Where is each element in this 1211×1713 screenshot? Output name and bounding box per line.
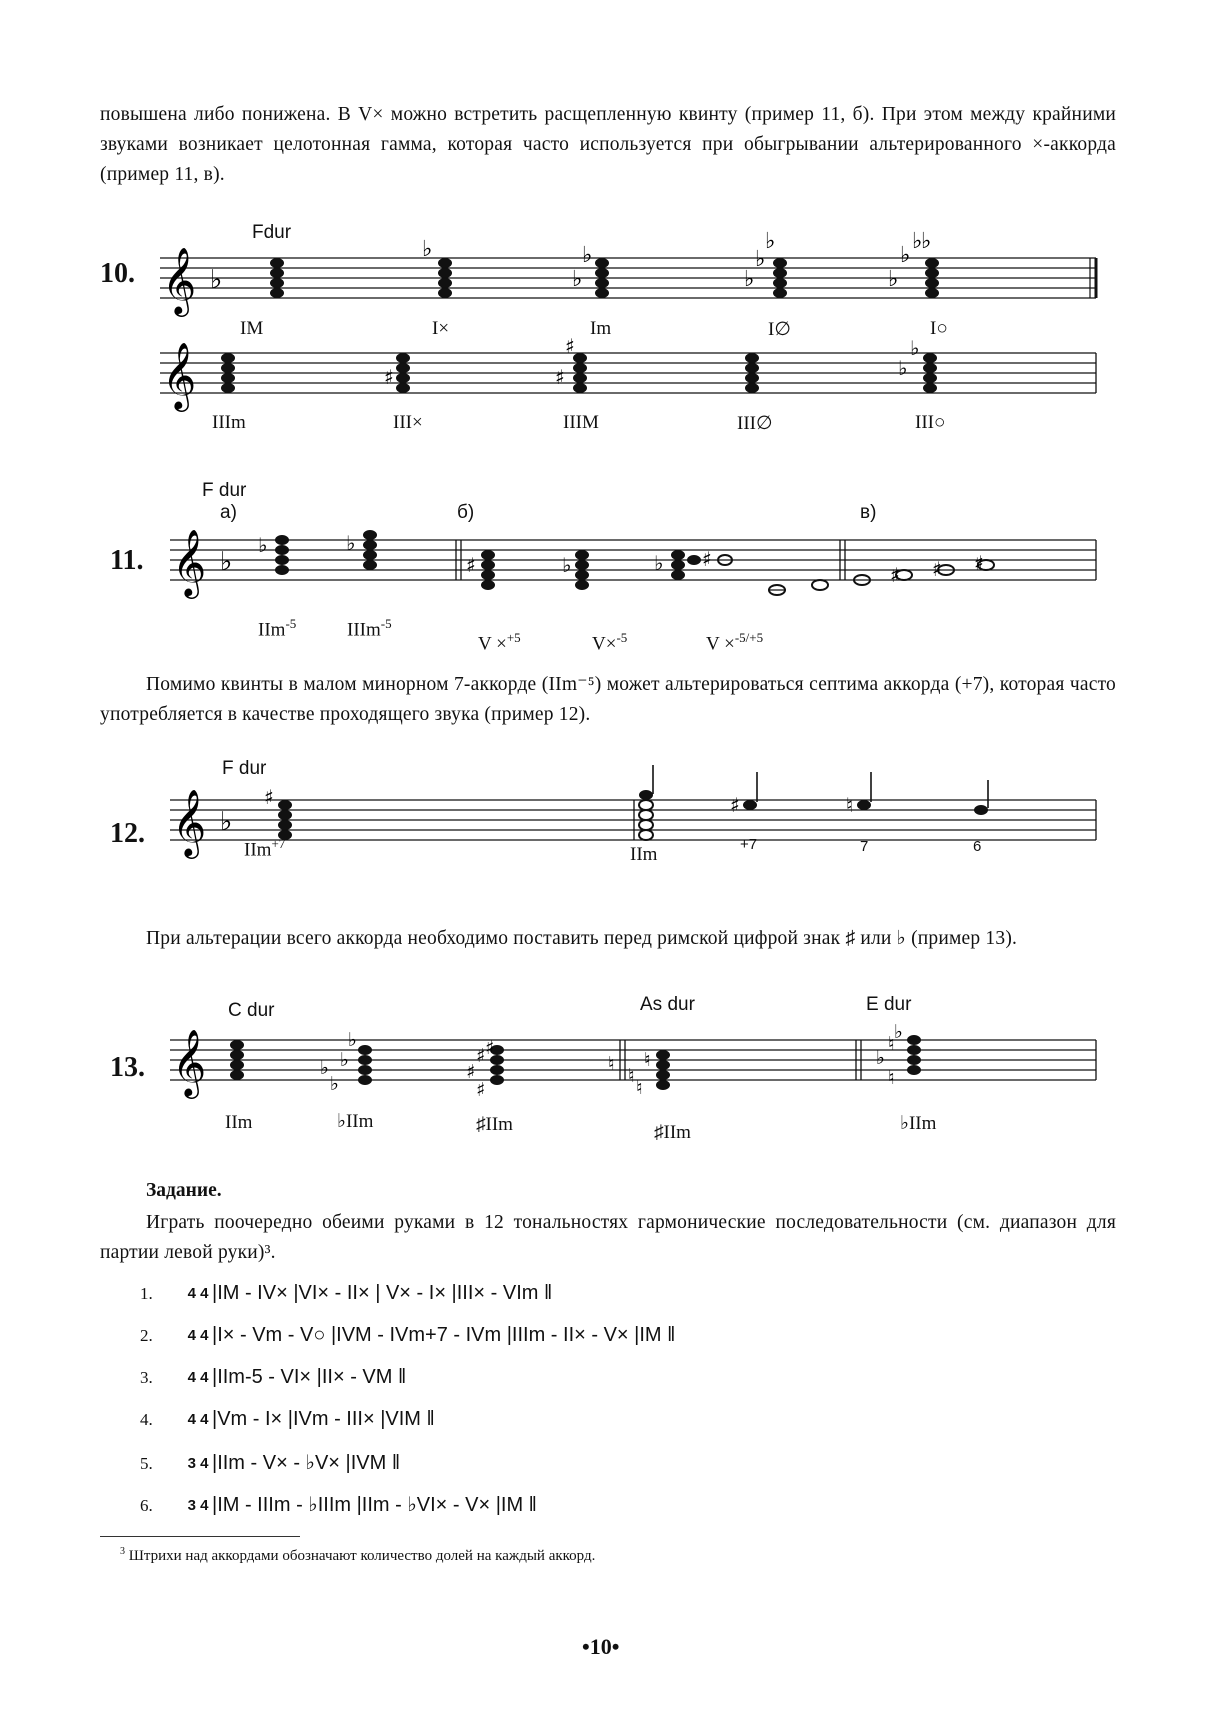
svg-text:♯: ♯ (476, 1045, 486, 1067)
svg-text:♯: ♯ (890, 563, 900, 587)
sequence-text: |I× - Vm - V○ |IVM - IVm+7 - IVm |IIIm - II× - V× |IM ‖ (212, 1324, 676, 1346)
svg-text:♭: ♭ (912, 229, 923, 254)
sequence-5 (140, 1450, 400, 1484)
ex10-label-2: I× (432, 318, 450, 339)
example-11-number: 11. (110, 545, 144, 576)
ex10-label-5: I○ (930, 318, 948, 339)
example-11-key: F dur (202, 480, 247, 501)
ex13-label-2: ♭IIm (337, 1111, 374, 1132)
example-12-number: 12. (110, 818, 145, 849)
svg-text:♭: ♭ (898, 356, 908, 380)
svg-text:♭: ♭ (888, 267, 899, 292)
sequence-text: |IM - IV× |VI× - II× | V× - I× |III× - VIm ‖ (212, 1282, 553, 1304)
sequence-number: 6. (140, 1496, 153, 1515)
sequence-number: 2. (140, 1326, 153, 1345)
svg-text:♯: ♯ (476, 1079, 486, 1101)
footnote-rule (100, 1536, 300, 1537)
ex13-label-1: IIm (225, 1112, 253, 1133)
svg-text:♭: ♭ (258, 533, 268, 557)
ex10-label-8: IIIM (563, 412, 599, 433)
paragraph-intro: повышена либо понижена. В V× можно встретить расщепленную квинту (пример 11, б). При этом между крайними звуками возникает целотонная гамма, которая часто используется при обыгрывании альтерированного ×-аккорда (пример 11, в). (100, 104, 1116, 185)
task-text: Играть поочередно обеими руками в 12 тональностях гармонические последовательности (см. диапазон для партии левой руки)³. (100, 1212, 1116, 1263)
time-signature: 4 4 (187, 1368, 209, 1386)
svg-text:♭: ♭ (572, 267, 583, 292)
sequence-text: |Vm - I× |IVm - III× |VIM ‖ (212, 1408, 435, 1430)
svg-text:♯: ♯ (466, 1061, 476, 1083)
svg-text:♯: ♯ (485, 1037, 495, 1059)
example-10-staff-2 (160, 334, 1110, 413)
ex10-label-6: IIIm (212, 412, 246, 433)
time-signature: 3 4 (187, 1454, 209, 1472)
svg-text:𝄞: 𝄞 (172, 788, 207, 856)
svg-text:𝄞: 𝄞 (162, 246, 197, 314)
sequence-1 (140, 1282, 552, 1316)
sequence-text: |IIm - V× - ♭V× |IVM ‖ (212, 1452, 401, 1474)
example-13-number: 13. (110, 1052, 145, 1083)
svg-text:♭: ♭ (330, 1073, 339, 1095)
svg-text:𝄞: 𝄞 (172, 528, 207, 596)
time-signature: 3 4 (187, 1496, 209, 1514)
svg-text:♭: ♭ (921, 229, 932, 254)
ex12-label-3: +7 (740, 836, 758, 853)
svg-text:♯: ♯ (555, 365, 565, 389)
svg-text:♭: ♭ (765, 229, 776, 254)
example-13-key-2: As dur (640, 994, 695, 1015)
paragraph-seventh: Помимо квинты в малом минорном 7-аккорде (IIm⁻⁵) может альтерироваться септима аккорда (+7), которая часто употребляется в качестве проходящего звука (пример 12). (100, 674, 1116, 725)
svg-text:𝄞: 𝄞 (162, 341, 197, 409)
ex11-label-2: IIIm$^{-5}$ (347, 616, 392, 641)
example-11-staff (170, 530, 1110, 610)
svg-text:♯: ♯ (702, 547, 712, 571)
example-13-key-3: E dur (866, 994, 912, 1015)
svg-text:♯: ♯ (974, 551, 984, 575)
ex12-label-1: IIm$^{+7}$ (244, 836, 286, 861)
svg-text:♭: ♭ (654, 551, 664, 575)
svg-text:𝄞: 𝄞 (172, 1028, 207, 1096)
svg-text:♯: ♯ (264, 785, 274, 809)
svg-text:♭: ♭ (900, 243, 911, 268)
svg-text:♮: ♮ (636, 1077, 643, 1099)
svg-text:♯: ♯ (384, 365, 394, 389)
ex10-label-1: IM (240, 318, 264, 339)
svg-text:♮: ♮ (888, 1067, 895, 1089)
ex12-label-4: 7 (860, 838, 869, 855)
svg-text:♭: ♭ (210, 265, 223, 295)
task-title: Задание. (146, 1180, 222, 1201)
time-signature: 4 4 (187, 1326, 209, 1344)
sequence-3 (140, 1366, 406, 1400)
sequence-text: |IIm-5 - VI× |II× - VM ‖ (212, 1366, 407, 1388)
ex10-label-4: I∅ (768, 319, 791, 340)
svg-text:♯: ♯ (565, 334, 575, 358)
sequence-number: 5. (140, 1454, 153, 1473)
svg-text:♭: ♭ (910, 336, 920, 360)
example-12-key: F dur (222, 758, 267, 779)
svg-text:♭: ♭ (894, 1021, 903, 1043)
sequence-text: |IM - IIIm - ♭IIIm |IIm - ♭VI× - V× |IM ‖ (212, 1494, 537, 1516)
svg-text:♭: ♭ (755, 247, 766, 272)
ex12-label-5: 6 (973, 838, 982, 855)
svg-text:♯: ♯ (730, 793, 740, 817)
example-13-key-1: C dur (228, 1000, 275, 1021)
sequence-6 (140, 1492, 537, 1526)
svg-text:♭: ♭ (582, 243, 593, 268)
svg-text:♭: ♭ (744, 267, 755, 292)
ex11-label-5: V ×$^{-5/+5}$ (706, 630, 764, 655)
ex13-label-5: ♭IIm (900, 1113, 937, 1134)
sequence-2 (140, 1324, 675, 1358)
ex10-label-7: III× (393, 412, 423, 433)
svg-text:♭: ♭ (876, 1047, 885, 1069)
ex11-label-3: V ×$^{+5}$ (478, 630, 521, 655)
svg-text:♭: ♭ (562, 553, 572, 577)
paragraph-whole-chord: При альтерации всего аккорда необходимо поставить перед римской цифрой знак ♯ или ♭ (пример 13). (146, 928, 1018, 949)
ex11-label-4: V×$^{-5}$ (592, 630, 628, 655)
svg-text:♮: ♮ (846, 793, 854, 817)
example-10-number: 10. (100, 258, 135, 289)
footnote: $^3$ Штрихи над аккордами обозначают количество долей на каждый аккорд. (120, 1546, 596, 1564)
svg-text:♮: ♮ (644, 1049, 651, 1071)
svg-text:♭: ♭ (320, 1057, 329, 1079)
page-number: •10• (582, 1634, 620, 1659)
svg-text:♯: ♯ (932, 557, 942, 581)
ex12-label-2: IIm (630, 844, 658, 865)
example-11-sub-a: а) (220, 502, 237, 523)
example-11-sub-b: б) (457, 502, 475, 523)
svg-text:♮: ♮ (888, 1033, 895, 1055)
svg-text:♯: ♯ (466, 553, 476, 577)
sequence-number: 3. (140, 1368, 153, 1387)
ex13-label-3: ♯IIm (476, 1114, 513, 1135)
sequence-number: 4. (140, 1410, 153, 1429)
example-10-key: Fdur (252, 222, 292, 243)
sequence-4 (140, 1408, 435, 1442)
ex10-label-10: III○ (915, 412, 946, 433)
ex13-label-4: ♯IIm (654, 1122, 691, 1143)
ex10-label-9: III∅ (737, 413, 773, 434)
svg-text:♮: ♮ (628, 1065, 635, 1087)
ex11-label-1: IIm$^{-5}$ (258, 616, 297, 641)
svg-text:♭: ♭ (348, 1029, 357, 1051)
time-signature: 4 4 (187, 1284, 209, 1302)
svg-text:♭: ♭ (220, 547, 233, 577)
svg-text:♮: ♮ (608, 1053, 615, 1075)
ex10-label-3: Im (590, 318, 612, 339)
svg-text:♭: ♭ (340, 1049, 349, 1071)
time-signature: 4 4 (187, 1410, 209, 1428)
example-11-sub-c: в) (860, 502, 877, 523)
example-13-staff (170, 1021, 1110, 1110)
sequence-number: 1. (140, 1284, 153, 1303)
svg-text:♭: ♭ (346, 531, 356, 555)
svg-text:♭: ♭ (220, 807, 233, 837)
svg-text:♭: ♭ (422, 237, 433, 262)
